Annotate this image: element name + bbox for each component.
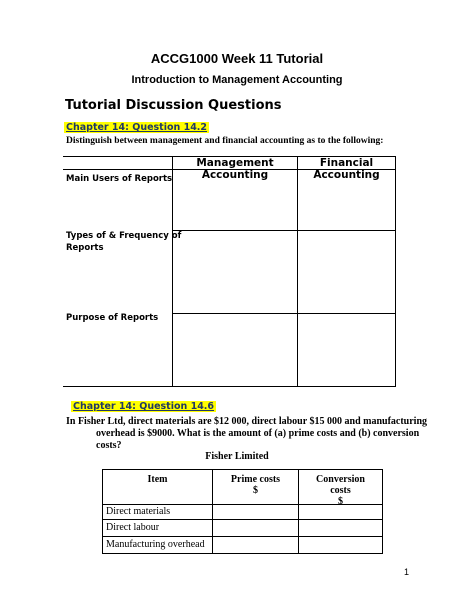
row-label-main-users: Main Users of Reports [66, 174, 173, 184]
question-14-6-label: Chapter 14: Question 14.6 [73, 401, 215, 412]
header-conversion-costs: Conversion costs $ [316, 474, 365, 507]
row-manufacturing-overhead: Manufacturing overhead [106, 539, 205, 550]
row-direct-labour: Direct labour [106, 522, 160, 533]
answer-cell-management-purpose[interactable] [173, 314, 297, 386]
section-heading: Tutorial Discussion Questions [65, 98, 282, 113]
answer-cell-management-types[interactable] [173, 231, 297, 313]
page-number: 1 [404, 567, 410, 577]
answer-cell-financial-types[interactable] [298, 231, 395, 313]
cost-table [102, 469, 383, 554]
header-prime-costs: Prime costs $ [230, 474, 281, 496]
answer-cell-financial-purpose[interactable] [298, 314, 395, 386]
column-header-financial: Financial Accounting [313, 157, 380, 181]
row-label-types-frequency: Types of & Frequency of Reports [66, 231, 182, 253]
header-item: Item [147, 474, 168, 485]
row-direct-materials: Direct materials [106, 506, 171, 517]
document-title: ACCG1000 Week 11 Tutorial [150, 51, 324, 66]
document-subtitle: Introduction to Management Accounting [131, 74, 343, 86]
answer-cell-financial-users[interactable] [298, 170, 395, 230]
row-label-purpose: Purpose of Reports [66, 313, 159, 323]
question-14-2-prompt: Distinguish between management and financial accounting as to the following: [66, 136, 384, 146]
comparison-table [63, 156, 396, 387]
company-name: Fisher Limited [205, 451, 269, 462]
question-14-2-label: Chapter 14: Question 14.2 [66, 122, 208, 133]
column-header-management: Management Accounting [196, 157, 274, 181]
answer-cell-management-users[interactable] [173, 170, 297, 230]
question-14-6-prompt: In Fisher Ltd, direct materials are $12 000, direct labour $15 000 and manufacturing overhead is $9000. What is the amount of (a) prime costs and (b) conversion costs? [66, 416, 428, 451]
